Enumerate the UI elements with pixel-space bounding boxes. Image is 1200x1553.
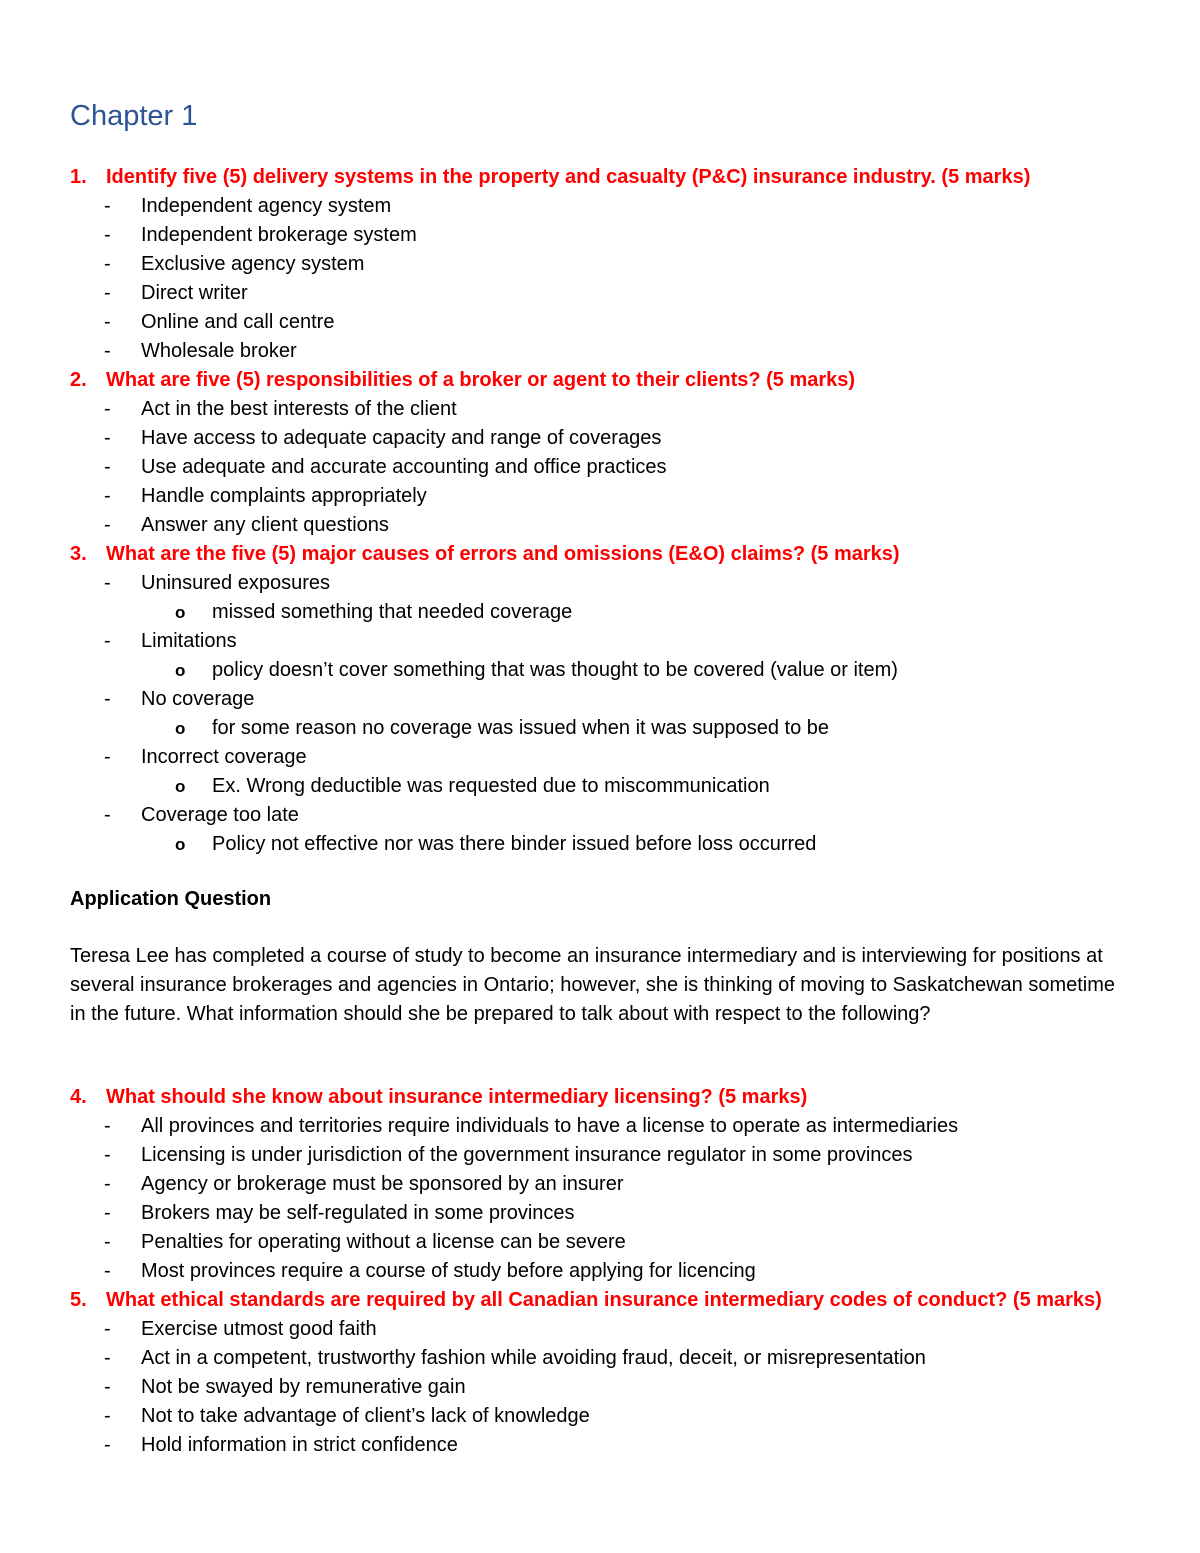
- answer-bullet: [0, 424, 1200, 453]
- answer-bullet: [0, 1402, 1200, 1431]
- bullet-circle: o: [175, 719, 186, 738]
- answer-text: Agency or brokerage must be sponsored by an insurer: [141, 1173, 624, 1195]
- bullet-dash: -: [104, 224, 111, 246]
- answer-text: Have access to adequate capacity and range of coverages: [141, 427, 662, 449]
- answer-text: Independent agency system: [141, 195, 392, 217]
- answer-sub-text: missed something that needed coverage: [212, 601, 573, 623]
- answer-text: Not be swayed by remunerative gain: [141, 1376, 466, 1398]
- bullet-dash: -: [104, 1434, 111, 1456]
- answer-text: Brokers may be self-regulated in some provinces: [141, 1202, 575, 1224]
- bullet-dash: -: [104, 1231, 111, 1253]
- question-number: 2.: [70, 369, 87, 391]
- answer-text: Answer any client questions: [141, 514, 389, 536]
- bullet-circle: o: [175, 835, 186, 854]
- bullet-dash: -: [104, 1144, 111, 1166]
- answer-text: Penalties for operating without a license can be severe: [141, 1231, 626, 1253]
- question-text: What are five (5) responsibilities of a broker or agent to their clients? (5 marks): [106, 369, 856, 391]
- answer-bullet: [0, 1199, 1200, 1228]
- bullet-dash: -: [104, 688, 111, 710]
- answer-sub-bullet: [0, 772, 1200, 801]
- question-item: [0, 163, 1200, 192]
- bullet-circle: o: [175, 603, 186, 622]
- answer-text: All provinces and territories require individuals to have a license to operate as intermediaries: [141, 1115, 959, 1137]
- bullet-dash: -: [104, 1376, 111, 1398]
- answer-bullet: [0, 337, 1200, 366]
- answer-sub-bullet: [0, 598, 1200, 627]
- answer-text: Act in the best interests of the client: [141, 398, 457, 420]
- answer-text: Exercise utmost good faith: [141, 1318, 377, 1340]
- answer-bullet: [0, 192, 1200, 221]
- answer-sub-text: Policy not effective nor was there binder issued before loss occurred: [212, 833, 817, 855]
- question-text: Identify five (5) delivery systems in the property and casualty (P&C) insurance industry. (5 marks): [106, 166, 1031, 188]
- answer-sub-text: policy doesn’t cover something that was thought to be covered (value or item): [212, 659, 898, 681]
- answer-bullet: [0, 1315, 1200, 1344]
- answer-text: Act in a competent, trustworthy fashion while avoiding fraud, deceit, or misrepresentation: [141, 1347, 926, 1369]
- answer-bullet: [0, 395, 1200, 424]
- application-paragraph: Teresa Lee has completed a course of study to become an insurance intermediary and is interviewing for positions at several insurance brokerages and agencies in Ontario; however, she is thinking of moving to Saskatchewan sometime in the future. What information should she be prepared to talk about with respect to the following?: [70, 945, 1116, 1025]
- answer-bullet: [0, 482, 1200, 511]
- bullet-dash: -: [104, 253, 111, 275]
- answer-bullet: [0, 1431, 1200, 1460]
- answer-bullet: [0, 685, 1200, 714]
- bullet-dash: -: [104, 746, 111, 768]
- question-item: [0, 366, 1200, 395]
- bullet-dash: -: [104, 1115, 111, 1137]
- answer-bullet: [0, 1344, 1200, 1373]
- question-text: What are the five (5) major causes of errors and omissions (E&O) claims? (5 marks): [106, 543, 900, 565]
- answer-sub-bullet: [0, 656, 1200, 685]
- question-number: 1.: [70, 166, 87, 188]
- answer-bullet: [0, 250, 1200, 279]
- answer-bullet: [0, 511, 1200, 540]
- bullet-dash: -: [104, 514, 111, 536]
- answer-text: Use adequate and accurate accounting and office practices: [141, 456, 667, 478]
- bullet-dash: -: [104, 1260, 111, 1282]
- answer-bullet: [0, 627, 1200, 656]
- answer-text: Most provinces require a course of study before applying for licencing: [141, 1260, 756, 1282]
- bullet-dash: -: [104, 1405, 111, 1427]
- bullet-dash: -: [104, 195, 111, 217]
- bullet-dash: -: [104, 1173, 111, 1195]
- answer-text: Uninsured exposures: [141, 572, 330, 594]
- question-number: 4.: [70, 1086, 87, 1108]
- answer-sub-text: Ex. Wrong deductible was requested due to miscommunication: [212, 775, 770, 797]
- question-item: [0, 1286, 1200, 1315]
- bullet-dash: -: [104, 1318, 111, 1340]
- bullet-dash: -: [104, 282, 111, 304]
- question-number: 3.: [70, 543, 87, 565]
- question-item: [0, 540, 1200, 569]
- bullet-dash: -: [104, 485, 111, 507]
- answer-text: Not to take advantage of client’s lack of knowledge: [141, 1405, 590, 1427]
- answer-text: Online and call centre: [141, 311, 335, 333]
- answer-text: Hold information in strict confidence: [141, 1434, 458, 1456]
- answer-bullet: [0, 801, 1200, 830]
- bullet-dash: -: [104, 427, 111, 449]
- bullet-dash: -: [104, 311, 111, 333]
- answer-bullet: [0, 569, 1200, 598]
- answer-bullet: [0, 308, 1200, 337]
- bullet-circle: o: [175, 661, 186, 680]
- answer-bullet: [0, 1170, 1200, 1199]
- bullet-dash: -: [104, 398, 111, 420]
- answer-text: Independent brokerage system: [141, 224, 417, 246]
- answer-bullet: [0, 1141, 1200, 1170]
- answer-text: Licensing is under jurisdiction of the government insurance regulator in some provinces: [141, 1144, 913, 1166]
- question-text: What ethical standards are required by all Canadian insurance intermediary codes of conduct? (5 marks): [106, 1289, 1102, 1311]
- bullet-dash: -: [104, 456, 111, 478]
- question-list-part2: [0, 1083, 1200, 1460]
- answer-bullet: [0, 1112, 1200, 1141]
- answer-bullet: [0, 453, 1200, 482]
- answer-bullet: [0, 743, 1200, 772]
- bullet-circle: o: [175, 777, 186, 796]
- answer-text: Direct writer: [141, 282, 248, 304]
- answer-text: Incorrect coverage: [141, 746, 307, 768]
- question-item: [0, 1083, 1200, 1112]
- answer-bullet: [0, 279, 1200, 308]
- answer-text: Handle complaints appropriately: [141, 485, 427, 507]
- answer-bullet: [0, 1228, 1200, 1257]
- bullet-dash: -: [104, 1202, 111, 1224]
- bullet-dash: -: [104, 340, 111, 362]
- question-list-part1: [0, 163, 1200, 859]
- chapter-title: Chapter 1: [70, 100, 198, 132]
- bullet-dash: -: [104, 572, 111, 594]
- answer-text: No coverage: [141, 688, 255, 710]
- question-number: 5.: [70, 1289, 87, 1311]
- answer-sub-bullet: [0, 830, 1200, 859]
- bullet-dash: -: [104, 804, 111, 826]
- application-question-title: Application Question: [70, 888, 272, 910]
- answer-sub-text: for some reason no coverage was issued when it was supposed to be: [212, 717, 830, 739]
- answer-sub-bullet: [0, 714, 1200, 743]
- answer-text: Wholesale broker: [141, 340, 297, 362]
- answer-text: Limitations: [141, 630, 237, 652]
- answer-bullet: [0, 1257, 1200, 1286]
- question-text: What should she know about insurance intermediary licensing? (5 marks): [106, 1086, 808, 1108]
- bullet-dash: -: [104, 1347, 111, 1369]
- answer-bullet: [0, 221, 1200, 250]
- answer-text: Coverage too late: [141, 804, 299, 826]
- answer-bullet: [0, 1373, 1200, 1402]
- answer-text: Exclusive agency system: [141, 253, 365, 275]
- bullet-dash: -: [104, 630, 111, 652]
